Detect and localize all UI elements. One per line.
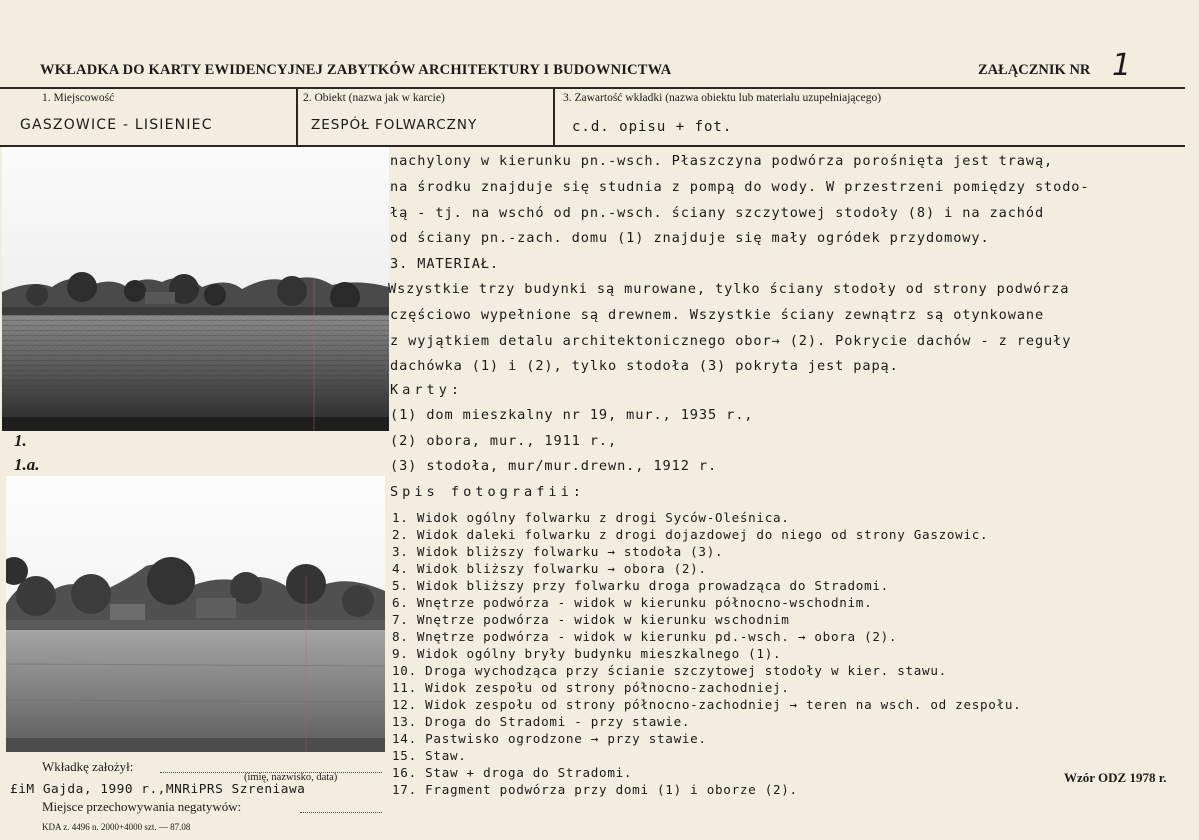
storage-dotted-line (300, 812, 382, 813)
photo-1a-label: 1.a. (14, 455, 40, 474)
object-value: ZESPÓŁ FOLWARCZNY (311, 117, 478, 133)
card-entry: (1) dom mieszkalny nr 19, mur., 1935 r., (390, 407, 754, 423)
form-id: Wzór ODZ 1978 r. (1064, 770, 1167, 785)
photo-list-item: 7. Wnętrze podwórza - widok w kierunku wschodnim (392, 612, 790, 627)
annex-number: 1 (1112, 48, 1132, 83)
body-line: częściowo wypełnione są drewnem. Wszystkie ściany zewnątrz są otynkowane (390, 307, 1045, 323)
photo-list-item: 10. Droga wychodząca przy ścianie szczytowej stodoły w kier. stawu. (392, 663, 947, 678)
photo-list-item: 5. Widok bliższy przy folwarku droga prowadząca do Stradomi. (392, 578, 889, 593)
locality-label: 1. Miejscowość (42, 92, 115, 104)
photo-list-item: 1. Widok ogólny folwarku z drogi Syców-Oleśnica. (392, 510, 790, 525)
card-entry: (3) stodoła, mur/mur.drewn., 1912 r. (390, 458, 718, 474)
body-line: na środku znajduje się studnia z pompą do wody. W przestrzeni pomiędzy stodo- (390, 179, 1090, 195)
body-line: Wszystkie trzy budynki są murowane, tylko ściany stodoły od strony podwórza (388, 281, 1070, 297)
photo-list-item: 3. Widok bliższy folwarku → stodoła (3). (392, 544, 724, 559)
photo-list-item: 9. Widok ogólny bryły budynku mieszkalnego (1). (392, 646, 782, 661)
header-rule (0, 87, 1185, 89)
photo-list-item: 14. Pastwisko ogrodzone → przy stawie. (392, 731, 707, 746)
field-divider-2 (553, 89, 555, 145)
photo-list-item: 2. Widok daleki folwarku z drogi dojazdowej do niego od strony Gaszowic. (392, 527, 989, 542)
photo-list-item: 4. Widok bliższy folwarku → obora (2). (392, 561, 707, 576)
founded-label: Wkładkę założył: (42, 759, 134, 774)
photo-list-item: 13. Droga do Stradomi - przy stawie. (392, 714, 691, 729)
contents-value: c.d. opisu + fot. (572, 119, 733, 135)
locality-value: GASZOWICE - LISIENIEC (20, 117, 213, 133)
form-title: WKŁADKA DO KARTY EWIDENCYJNEJ ZABYTKÓW ARCHITEKTURY I BUDOWNICTWA (40, 62, 672, 78)
photo-list-item: 16. Staw + droga do Stradomi. (392, 765, 633, 780)
section-heading-cards: Karty: (390, 382, 464, 398)
card-entry: (2) obora, mur., 1911 r., (390, 433, 618, 449)
photo-list-item: 12. Widok zespołu od strony północno-zachodniej → teren na wsch. od zespołu. (392, 697, 1022, 712)
body-line: z wyjątkiem detalu architektonicznego obor→ (2). Pokrycie dachów - z reguły (390, 333, 1072, 349)
photo-list-item: 15. Staw. (392, 748, 467, 763)
photo-1-label: 1. (14, 431, 27, 450)
field-divider-1 (296, 89, 298, 145)
photo-list-item: 6. Wnętrze podwórza - widok w kierunku północno-wschodnim. (392, 595, 873, 610)
body-line: łą - tj. na wschó od pn.-wsch. ściany szczytowej stodoły (8) i na zachód (390, 205, 1045, 221)
section-heading-photos: Spis fotografii: (390, 484, 585, 500)
print-info: KDA z. 4496 n. 2000+4000 szt. — 87.08 (42, 822, 191, 832)
photo-1a-image (6, 476, 385, 752)
contents-label: 3. Zawartość wkładki (nazwa obiektu lub materiału uzupełniającego) (563, 92, 882, 104)
object-label: 2. Obiekt (nazwa jak w karcie) (303, 92, 445, 104)
body-line: nachylony w kierunku pn.-wsch. Płaszczyna podwórza porośnięta jest trawą, (390, 153, 1054, 169)
section-heading-material: 3. MATERIAŁ. (390, 256, 500, 272)
body-line: dachówka (1) i (2), tylko stodoła (3) pokryta jest papą. (390, 358, 899, 374)
founded-value: £iM Gajda, 1990 r.,MNRiPRS Szreniawa (10, 782, 306, 797)
photo-1 (2, 147, 389, 431)
storage-label: Miejsce przechowywania negatywów: (42, 799, 242, 814)
body-line: od ściany pn.-zach. domu (1) znajduje się mały ogródek przydomowy. (390, 230, 990, 246)
founded-hint: (imię, nazwisko, data) (244, 772, 338, 783)
photo-list-item: 11. Widok zespołu od strony północno-zachodniej. (392, 680, 790, 695)
photo-list-item: 17. Fragment podwórza przy domi (1) i oborze (2). (392, 782, 798, 797)
photo-1a (6, 476, 385, 752)
annex-label: ZAŁĄCZNIK NR (978, 62, 1091, 78)
photo-1-image (2, 147, 389, 431)
photo-list-item: 8. Wnętrze podwórza - widok w kierunku pd.-wsch. → obora (2). (392, 629, 898, 644)
